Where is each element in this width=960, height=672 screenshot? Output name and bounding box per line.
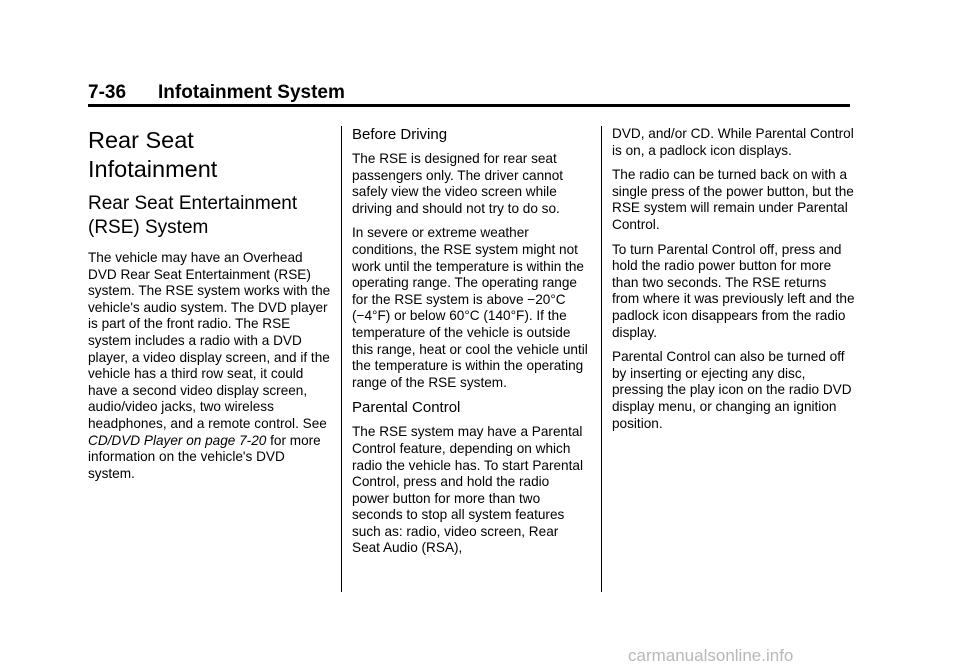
section-heading-line-2: (RSE) System: [88, 217, 209, 238]
chapter-heading-line-1: Rear Seat: [88, 127, 194, 153]
operating-range-paragraph: In severe or extreme weather conditions, the RSE system might not work until the temperature is within the operating range. The operating range for the RSE system is above −20°C (−4°F) or below 60°C (140°F). If the temperature of the vehicle is outside this range, heat or cool the vehicle until the temperature is within the operating range of the RSE system.: [352, 225, 588, 390]
section-heading-line-1: Rear Seat Entertainment: [88, 193, 298, 214]
running-chapter-title: Infotainment System: [158, 82, 345, 103]
chapter-heading-line-2: Infotainment: [88, 156, 218, 182]
padlock-paragraph: DVD, and/or CD. While Parental Control is on, a padlock icon displays.: [612, 126, 854, 158]
chapter-heading: [88, 126, 334, 184]
page-header: [88, 82, 850, 106]
header-rule: [88, 104, 850, 107]
parental-off-alt-paragraph: Parental Control can also be turned off by inserting or ejecting any disc, pressing the play icon on the radio DVD display menu, or changing an ignition position.: [612, 349, 852, 431]
heading-parental-control: Parental Control: [352, 399, 461, 417]
rse-intro-text-end: for more information on the vehicle's DVD system.: [88, 432, 321, 481]
page-number: 7-36: [88, 82, 127, 103]
heading-before-driving: Before Driving: [352, 126, 448, 143]
column-divider-2: [601, 126, 602, 592]
rse-intro-text: The vehicle may have an Overhead DVD Rear Seat Entertainment (RSE) system. The RSE system works with the vehicle's audio system. The DVD player is part of the front radio. The RSE system includes a radio with a DVD player, a video display screen, and if the vehicle has a third row seat, it could have a second video display screen, audio/video jacks, two wireless headphones, and a remote control. See: [88, 250, 331, 431]
parental-control-paragraph: The RSE system may have a Parental Control feature, depending on which radio the vehicle has. To start Parental Control, press and hold the radio power button for more than two seconds to stop all system features such as: radio, video screen, Rear Seat Audio (RSA),: [352, 424, 583, 556]
rse-intro-paragraph: [88, 250, 334, 482]
column-divider-1: [341, 126, 342, 592]
radio-on-paragraph: The radio can be turned back on with a single press of the power button, but the RSE system will remain under Parental Control.: [612, 167, 854, 232]
cd-dvd-player-xref-link[interactable]: CD/DVD Player on page 7-20: [88, 432, 267, 448]
section-heading-rse: [88, 192, 334, 240]
column-3: [612, 126, 856, 440]
column-1: [88, 126, 334, 490]
column-2: [352, 126, 590, 565]
before-driving-paragraph: The RSE is designed for rear seat passengers only. The driver cannot safely view the video screen while driving and should not try to do so.: [352, 151, 564, 216]
parental-off-paragraph: To turn Parental Control off, press and hold the radio power button for more than two seconds. The RSE returns from where it was previously left and the padlock icon disappears from the radio display.: [612, 241, 855, 340]
watermark: carmanualsonline.info: [628, 646, 794, 665]
